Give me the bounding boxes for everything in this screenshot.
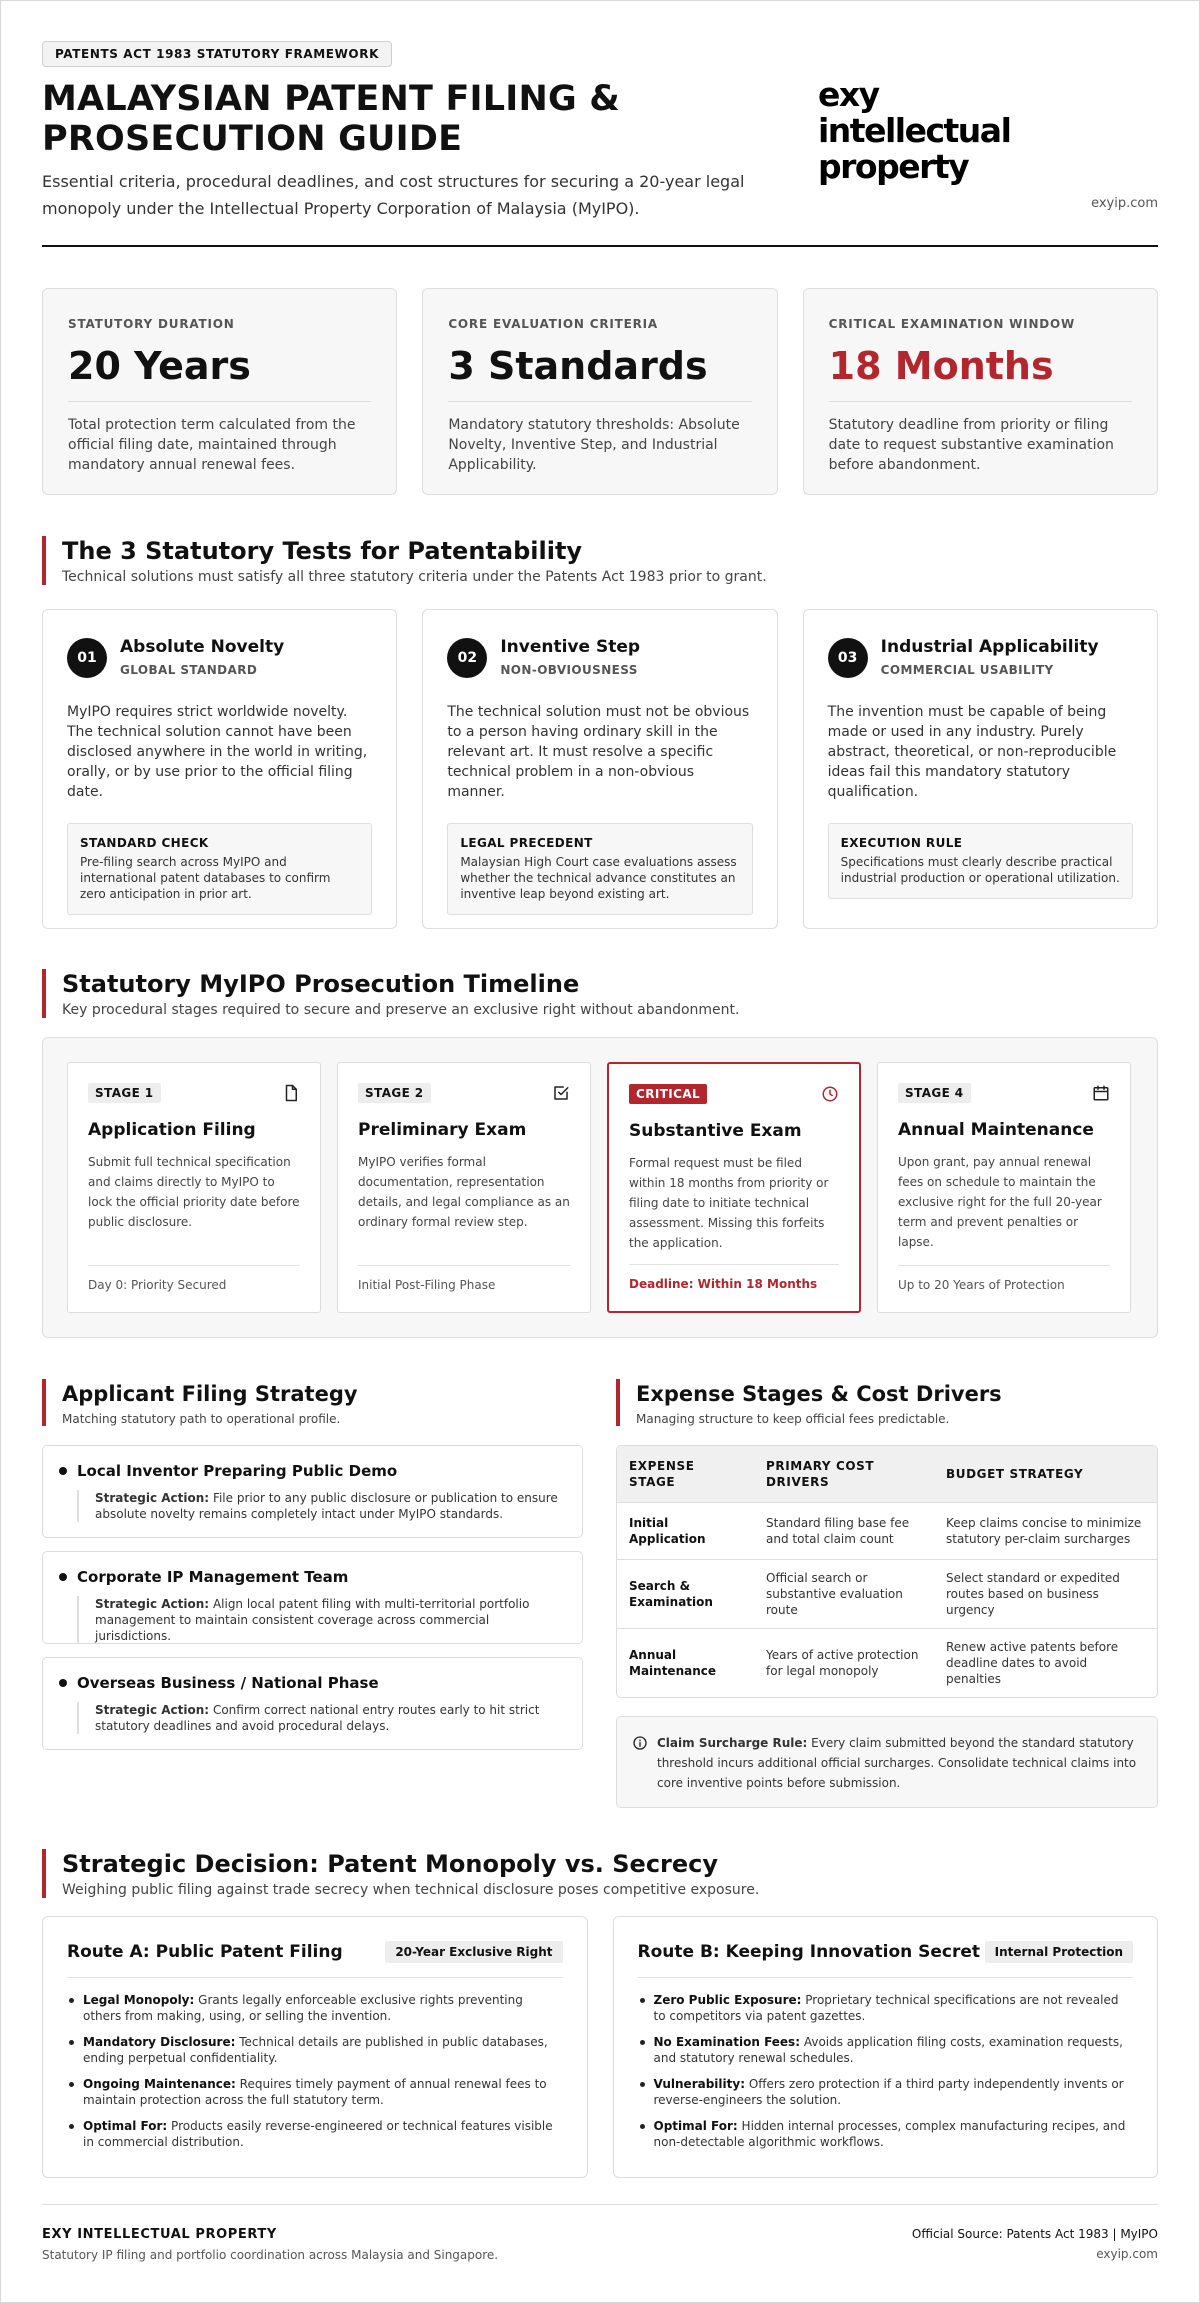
stage-footer: Day 0: Priority Secured (88, 1265, 300, 1292)
point-text: Hidden internal processes, complex manufacturing recipes, and non-detectable algorithmic workflows. (653, 2119, 1126, 2149)
test-name: Inventive Step (500, 637, 641, 657)
bullet-icon (59, 1679, 67, 1687)
test-number-badge: 02 (447, 638, 487, 678)
table-cell: Years of active protection for legal monopoly (754, 1629, 934, 1698)
action-text: Align local patent filing with multi-territorial portfolio management to maintain consistent coverage across commercial jurisdictions. (95, 1597, 530, 1643)
route-header (67, 1941, 563, 1978)
route-card-patent (42, 1916, 588, 2178)
document-icon (282, 1084, 300, 1102)
logo-line-2: intellectual property (818, 111, 1011, 186)
list-item (638, 2034, 1134, 2066)
calendar-icon (1092, 1084, 1110, 1102)
table-cell: Annual Maintenance (617, 1629, 754, 1698)
point-text: Proprietary technical specifications are not revealed to competitors via patent gazettes. (653, 1993, 1119, 2023)
stat-card-window (803, 288, 1158, 495)
footer-source: Official Source: Patents Act 1983 | MyIPO (911, 2227, 1158, 2241)
column-header: EXPENSE STAGE (617, 1446, 754, 1503)
critical-badge: CRITICAL (629, 1084, 707, 1104)
stat-value: 20 Years (68, 344, 251, 388)
section-subtitle: Key procedural stages required to secure and preserve an exclusive right without abandonment. (62, 1002, 740, 1018)
test-info-box (67, 823, 372, 915)
logo-line-1: exy (818, 75, 879, 114)
stage-card-substantive (607, 1062, 861, 1313)
point-text: Technical details are published in public databases, ending perpetual confidentiality. (83, 2035, 548, 2065)
stage-description: Submit full technical specification and claims directly to MyIPO to lock the official priority date before public disclosure. (88, 1155, 300, 1229)
strategy-action (77, 1596, 566, 1644)
framework-badge: PATENTS ACT 1983 STATUTORY FRAMEWORK (42, 41, 392, 67)
action-label: Strategic Action: (95, 1491, 210, 1505)
route-points (638, 1992, 1134, 2150)
strategy-card (42, 1657, 583, 1750)
list-item (638, 1992, 1134, 2024)
note-label: Claim Surcharge Rule: (657, 1736, 808, 1750)
strategy-card (42, 1445, 583, 1538)
stage-top (88, 1083, 300, 1103)
stage-badge: STAGE 4 (898, 1083, 971, 1103)
stage-top (898, 1083, 1110, 1103)
test-tag: COMMERCIAL USABILITY (880, 663, 1054, 677)
stage-card-maintenance (877, 1062, 1131, 1313)
table-cell: Keep claims concise to minimize statutory per-claim surcharges (934, 1503, 1157, 1560)
section-title: Statutory MyIPO Prosecution Timeline (62, 970, 580, 998)
stage-badge: STAGE 2 (358, 1083, 431, 1103)
table-cell: Select standard or expedited routes based on business urgency (934, 1560, 1157, 1629)
strategy-title: Local Inventor Preparing Public Demo (77, 1462, 398, 1480)
bullet-icon (59, 1573, 67, 1581)
stage-top (629, 1084, 839, 1104)
stat-label: STATUTORY DURATION (68, 317, 235, 331)
info-box-text: Specifications must clearly describe practical industrial production or operational utilization. (840, 855, 1120, 885)
bullet-icon (59, 1467, 67, 1475)
list-item (638, 2118, 1134, 2150)
strategy-action (77, 1490, 566, 1522)
stage-description: Upon grant, pay annual renewal fees on schedule to maintain the exclusive right for the full 20-year term and prevent penalties or lapse. (898, 1155, 1102, 1249)
section-title: Expense Stages & Cost Drivers (636, 1382, 1002, 1406)
strategy-and-expense (42, 1379, 1158, 1808)
table-row (617, 1560, 1157, 1629)
test-header (67, 636, 372, 678)
footer (42, 2204, 1158, 2262)
strategy-card (42, 1551, 583, 1644)
stage-card-filing (67, 1062, 321, 1313)
column-header: BUDGET STRATEGY (934, 1446, 1157, 1503)
route-title: Route A: Public Patent Filing (67, 1942, 343, 1962)
stage-footer: Up to 20 Years of Protection (898, 1265, 1110, 1292)
test-titles (881, 636, 1099, 678)
prosecution-timeline (42, 1037, 1158, 1338)
strategy-title: Corporate IP Management Team (77, 1568, 349, 1586)
route-title: Route B: Keeping Innovation Secret (637, 1942, 981, 1962)
test-description: The technical solution must not be obvious to a person having ordinary skill in the relevant art. It must resolve a specific technical problem in a non-obvious manner. (447, 704, 750, 800)
list-item (67, 2034, 563, 2066)
stage-deadline: Deadline: Within 18 Months (629, 1264, 839, 1291)
test-tag: GLOBAL STANDARD (120, 663, 258, 677)
section-title: Applicant Filing Strategy (62, 1382, 358, 1406)
test-name: Absolute Novelty (120, 637, 285, 657)
footer-right (912, 2227, 1158, 2262)
timeline-section-heading (42, 969, 1158, 1018)
test-header (447, 636, 752, 678)
point-label: Ongoing Maintenance: (83, 2077, 236, 2091)
stage-card-preliminary (337, 1062, 591, 1313)
info-box-title: LEGAL PRECEDENT (460, 836, 593, 850)
page-subtitle: Essential criteria, procedural deadlines, and cost structures for securing a 20-year legal monopoly under the Intellectual Property Corporation of Malaysia (MyIPO). (42, 172, 745, 218)
section-title: Strategic Decision: Patent Monopoly vs. Secrecy (62, 1850, 719, 1878)
info-box-title: EXECUTION RULE (840, 836, 963, 850)
point-label: Vulnerability: (653, 2077, 745, 2091)
table-row (617, 1629, 1157, 1698)
list-item (67, 2076, 563, 2108)
section-subtitle: Technical solutions must satisfy all three statutory criteria under the Patents Act 1983 prior to grant. (62, 569, 767, 585)
stat-value-critical: 18 Months (828, 344, 1054, 388)
footer-left (42, 2227, 498, 2262)
point-label: Optimal For: (83, 2119, 168, 2133)
point-text: Offers zero protection if a third party independently invents or reverse-engineers the solution. (653, 2077, 1124, 2107)
stage-title: Preliminary Exam (358, 1120, 527, 1140)
point-text: Products easily reverse-engineered or technical features visible in commercial distribution. (83, 2119, 553, 2149)
company-logo[interactable] (818, 77, 1158, 185)
action-label: Strategic Action: (95, 1703, 210, 1717)
test-description: The invention must be capable of being made or used in any industry. Purely abstract, theoretical, or non-reproducible ideas fail this mandatory statutory qualification. (827, 704, 1117, 800)
route-tag: 20-Year Exclusive Right (385, 1941, 562, 1963)
info-box-text: Malaysian High Court case evaluations assess whether the technical advance constitutes an inventive leap beyond existing art. (460, 855, 737, 901)
patentability-tests (42, 609, 1158, 929)
test-header (828, 636, 1133, 678)
test-info-box (828, 823, 1133, 899)
decision-routes (42, 1916, 1158, 2178)
test-card-industrial (803, 609, 1158, 929)
point-label: No Examination Fees: (653, 2035, 801, 2049)
header-right (818, 41, 1158, 245)
table-cell: Renew active patents before deadline dates to avoid penalties (934, 1629, 1157, 1698)
test-card-inventive-step (422, 609, 777, 929)
list-item (67, 2118, 563, 2150)
test-description: MyIPO requires strict worldwide novelty. The technical solution cannot have been disclosed anywhere in the world in writing, orally, or by use prior to the official filing date. (67, 704, 368, 800)
expense-table-grid (617, 1446, 1157, 1697)
strategy-section-heading (42, 1379, 583, 1426)
stage-title: Application Filing (88, 1120, 256, 1140)
strategy-column (42, 1379, 583, 1808)
stat-label: CRITICAL EXAMINATION WINDOW (828, 317, 1076, 331)
table-cell: Search & Examination (617, 1560, 754, 1629)
table-header-row (617, 1446, 1157, 1503)
test-name: Industrial Applicability (880, 637, 1099, 657)
divider (829, 401, 1132, 402)
point-text: Requires timely payment of annual renewal fees to maintain protection across the full statutory term. (83, 2077, 547, 2107)
test-number-badge: 01 (67, 638, 107, 678)
checkbox-icon (552, 1084, 570, 1102)
test-tag: NON-OBVIOUSNESS (500, 663, 638, 677)
list-item (638, 2076, 1134, 2108)
divider (448, 401, 751, 402)
stat-card-duration (42, 288, 397, 495)
stat-description: Statutory deadline from priority or filing date to request substantive examination before abandonment. (828, 417, 1114, 473)
footer-company-name: EXY INTELLECTUAL PROPERTY (42, 2227, 277, 2242)
page-title: MALAYSIAN PATENT FILING & PROSECUTION GUIDE (42, 79, 621, 159)
stat-card-criteria (422, 288, 777, 495)
point-label: Zero Public Exposure: (653, 1993, 802, 2007)
expense-table (616, 1445, 1158, 1698)
stat-value: 3 Standards (448, 344, 708, 388)
strategy-action (77, 1702, 566, 1734)
section-subtitle: Weighing public filing against trade secrecy when technical disclosure poses competitive exposure. (62, 1882, 760, 1898)
table-cell: Official search or substantive evaluation route (754, 1560, 934, 1629)
stage-title: Annual Maintenance (898, 1120, 1094, 1140)
table-cell: Standard filing base fee and total claim count (754, 1503, 934, 1560)
decision-section-heading (42, 1849, 1158, 1898)
stat-label: CORE EVALUATION CRITERIA (448, 317, 659, 331)
footer-url-link[interactable]: exyip.com (1096, 2247, 1158, 2261)
test-info-box (447, 823, 752, 915)
section-subtitle: Managing structure to keep official fees predictable. (636, 1412, 950, 1426)
point-text: Grants legally enforceable exclusive rights preventing others from making, using, or selling the invention. (83, 1993, 523, 2023)
divider (68, 401, 371, 402)
expense-column (616, 1379, 1158, 1808)
table-row (617, 1503, 1157, 1560)
logo-url-link[interactable]: exyip.com (1091, 196, 1158, 211)
section-title: The 3 Statutory Tests for Patentability (62, 537, 583, 565)
test-card-novelty (42, 609, 397, 929)
column-header: PRIMARY COST DRIVERS (754, 1446, 934, 1503)
stage-description: Formal request must be filed within 18 months from priority or filing date to initiate technical assessment. Missing this forfeits the application. (629, 1156, 829, 1250)
info-box-title: STANDARD CHECK (80, 836, 209, 850)
action-text: Confirm correct national entry routes early to hit strict statutory deadlines and avoid procedural delays. (95, 1703, 540, 1733)
route-points (67, 1992, 563, 2150)
claim-surcharge-note (616, 1716, 1158, 1808)
strategy-title: Overseas Business / National Phase (77, 1674, 379, 1692)
clock-icon (821, 1085, 839, 1103)
table-cell: Initial Application (617, 1503, 754, 1560)
stage-badge: STAGE 1 (88, 1083, 161, 1103)
test-titles (500, 636, 640, 678)
note-text: Every claim submitted beyond the standard statutory threshold incurs additional official surcharges. Consolidate technical claims into core inventive points before submission. (657, 1736, 1137, 1790)
stat-description: Total protection term calculated from the official filing date, maintained through mandatory annual renewal fees. (68, 417, 356, 473)
strategy-title-row (59, 1568, 566, 1586)
tests-section-heading (42, 536, 1158, 585)
stage-top (358, 1083, 570, 1103)
point-label: Mandatory Disclosure: (83, 2035, 236, 2049)
route-card-secret (613, 1916, 1159, 2178)
stage-description: MyIPO verifies formal documentation, representation details, and legal compliance as an ordinary formal review step. (358, 1155, 570, 1229)
info-icon (632, 1735, 648, 1751)
stage-title: Substantive Exam (629, 1121, 802, 1141)
strategy-list (42, 1445, 583, 1750)
action-label: Strategic Action: (95, 1597, 210, 1611)
action-text: File prior to any public disclosure or publication to ensure absolute novelty remains completely intact under MyIPO standards. (95, 1491, 558, 1521)
section-subtitle: Matching statutory path to operational profile. (62, 1412, 341, 1426)
list-item (67, 1992, 563, 2024)
strategy-title-row (59, 1462, 566, 1480)
footer-description: Statutory IP filing and portfolio coordination across Malaysia and Singapore. (42, 2248, 499, 2262)
route-tag: Internal Protection (985, 1941, 1133, 1963)
route-header (638, 1941, 1134, 1978)
point-label: Optimal For: (653, 2119, 738, 2133)
expense-section-heading (616, 1379, 1158, 1426)
test-titles (120, 636, 284, 678)
strategy-title-row (59, 1674, 566, 1692)
header-left (42, 41, 802, 245)
header (42, 41, 1158, 247)
point-label: Legal Monopoly: (83, 1993, 195, 2007)
stage-footer: Initial Post-Filing Phase (358, 1265, 570, 1292)
stat-cards (42, 288, 1158, 495)
info-box-text: Pre-filing search across MyIPO and international patent databases to confirm zero anticipation in prior art. (80, 855, 331, 901)
test-number-badge: 03 (828, 638, 868, 678)
point-text: Avoids application filing costs, examination requests, and statutory renewal schedules. (653, 2035, 1123, 2065)
stat-description: Mandatory statutory thresholds: Absolute Novelty, Inventive Step, and Industrial Applicability. (448, 417, 740, 473)
